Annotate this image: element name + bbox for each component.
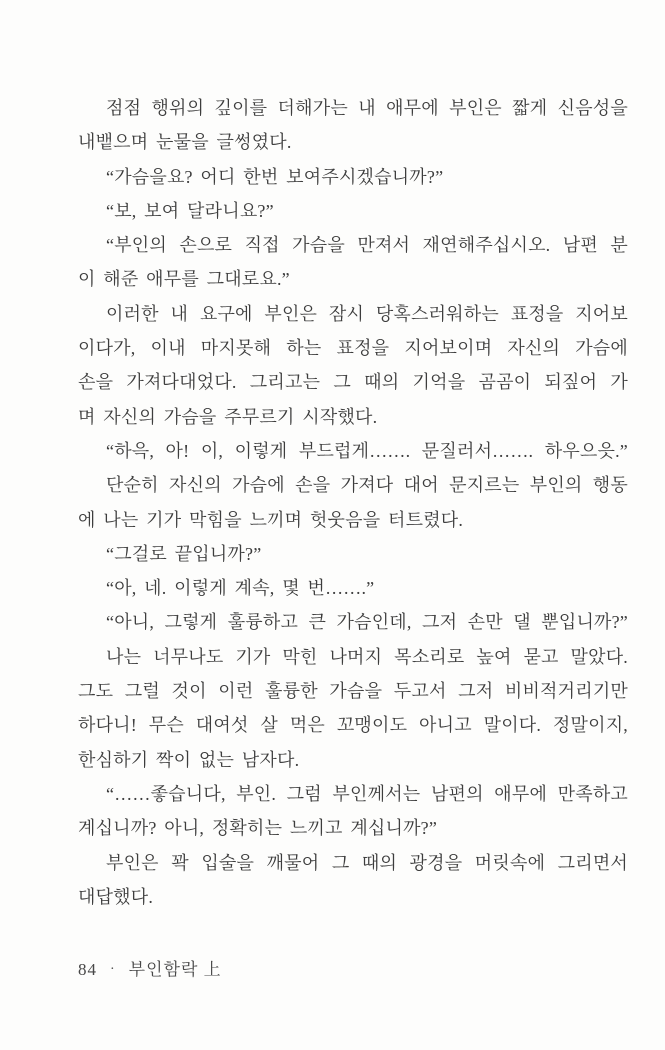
text-line: “아, 네. 이렇게 계속, 몇 번…….”: [106, 578, 375, 599]
text-line: 이 해준 애무를 그대로요.”: [78, 269, 290, 290]
text-line: 손을 가져다대었다. 그리고는 그 때의 기억을 곰곰이 되짚어 가: [78, 372, 628, 393]
text-line: “그걸로 끝입니까?”: [106, 543, 262, 564]
book-title: 부인함락 上: [128, 960, 222, 979]
page-number: 84: [78, 960, 97, 979]
text-line: 내뱉으며 눈물을 글썽였다.: [78, 132, 292, 153]
text-line: 나는 너무나도 기가 막힌 나머지 목소리로 높여 묻고 말았다.: [106, 646, 628, 667]
text-line: 그도 그럴 것이 이런 훌륭한 가슴을 두고서 그저 비비적거리기만: [78, 681, 628, 702]
text-line: 이러한 내 요구에 부인은 잠시 당혹스러워하는 표정을 지어보: [106, 303, 628, 324]
text-line: “아니, 그렇게 훌륭하고 큰 가슴인데, 그저 손만 댈 뿐입니까?”: [106, 612, 628, 633]
text-line: “하윽, 아! 이, 이렇게 부드럽게……. 문질러서……. 하우으읏.”: [106, 440, 628, 461]
text-line: 점점 행위의 깊이를 더해가는 내 애무에 부인은 짧게 신음성을: [106, 98, 628, 118]
page-footer: [78, 957, 222, 983]
text-line: 며 자신의 가슴을 주무르기 시작했다.: [78, 406, 378, 427]
text-line: 하다니! 무슨 대여섯 살 먹은 꼬맹이도 아니고 말이다. 정말이지,: [78, 715, 628, 736]
text-line: 대답했다.: [78, 886, 154, 907]
text-line: “가슴을요? 어디 한번 보여주시겠습니까?”: [106, 166, 444, 187]
text-line: 한심하기 짝이 없는 남자다.: [78, 749, 300, 770]
footer-separator: ·: [110, 962, 116, 977]
body-text: [78, 91, 628, 914]
text-line: 에 나는 기가 막힘을 느끼며 헛웃음을 터트렸다.: [78, 509, 464, 530]
text-line: “부인의 손으로 직접 가슴을 만져서 재연해주십시오. 남편 분: [106, 235, 628, 256]
text-line: “……좋습니다, 부인. 그럼 부인께서는 남편의 애무에 만족하고: [106, 783, 628, 804]
text-line: 부인은 꽉 입술을 깨물어 그 때의 광경을 머릿속에 그리면서: [106, 852, 628, 873]
text-line: 이다가, 이내 마지못해 하는 표정을 지어보이며 자신의 가슴에: [78, 338, 628, 359]
text-line: 단순히 자신의 가슴에 손을 가져다 대어 문지르는 부인의 행동: [106, 475, 628, 496]
text-line: “보, 보여 달라니요?”: [106, 200, 274, 221]
text-line: 계십니까? 아니, 정확히는 느끼고 계십니까?”: [78, 818, 438, 839]
